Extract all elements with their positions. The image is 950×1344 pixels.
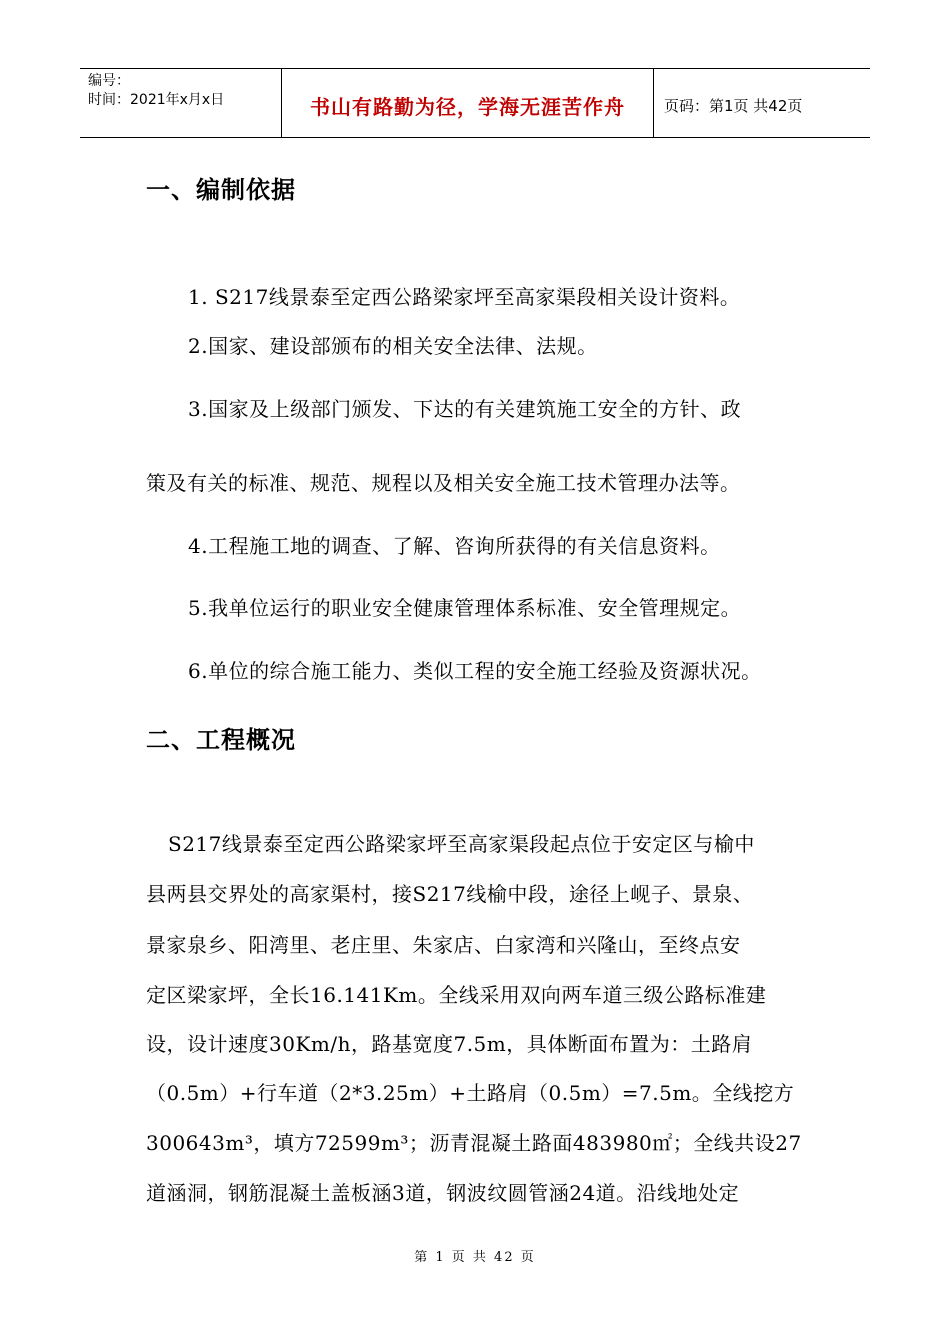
document-date: 时间：2021年x月x日 [88, 92, 225, 108]
overview-line-6: （0.5m）+行车道（2*3.25m）+土路肩（0.5m）=7.5m。全线挖方 [146, 1081, 795, 1105]
overview-line-1: S217线景泰至定西公路梁家坪至高家渠段起点位于安定区与榆中 [168, 832, 755, 856]
overview-line-4: 定区梁家坪，全长16.141Km。全线采用双向两车道三级公路标准建 [146, 983, 767, 1007]
document-number-label: 编号： [88, 73, 130, 89]
basis-item-2: 2.国家、建设部颁布的相关安全法律、法规。 [188, 334, 598, 358]
basis-item-5: 5.我单位运行的职业安全健康管理体系标准、安全管理规定。 [188, 596, 742, 620]
overview-line-8: 道涵洞，钢筋混凝土盖板涵3道，钢波纹圆管涵24道。沿线地处定 [146, 1181, 740, 1205]
page-footer: 第 1 页 共 42 页 [414, 1250, 536, 1265]
basis-item-3-continued: 策及有关的标准、规范、规程以及相关安全施工技术管理办法等。 [146, 471, 741, 495]
section-heading-overview: 二、工程概况 [146, 726, 296, 754]
overview-line-3: 景家泉乡、阳湾里、老庄里、朱家店、白家湾和兴隆山，至终点安 [146, 933, 741, 957]
header-meta [80, 69, 282, 137]
basis-item-3: 3.国家及上级部门颁发、下达的有关建筑施工安全的方针、政 [188, 397, 742, 421]
basis-item-4: 4.工程施工地的调查、了解、咨询所获得的有关信息资料。 [188, 534, 721, 558]
overview-line-2: 县两县交界处的高家渠村，接S217线榆中段，途径上岘子、景泉、 [146, 882, 754, 906]
page-header [80, 68, 870, 138]
overview-line-7: 300643m³，填方72599m³；沥青混凝土路面483980㎡；全线共设27 [146, 1131, 802, 1155]
basis-item-1: 1. S217线景泰至定西公路梁家坪至高家渠段相关设计资料。 [188, 285, 741, 309]
header-page-info: 页码：第1页 共42页 [664, 96, 803, 115]
section-heading-basis: 一、编制依据 [146, 176, 296, 204]
basis-item-6: 6.单位的综合施工能力、类似工程的安全施工经验及资源状况。 [188, 659, 762, 683]
overview-line-5: 设，设计速度30Km/h，路基宽度7.5m，具体断面布置为：土路肩 [146, 1032, 753, 1056]
header-motto: 书山有路勤为径，学海无涯苦作舟 [282, 69, 654, 137]
